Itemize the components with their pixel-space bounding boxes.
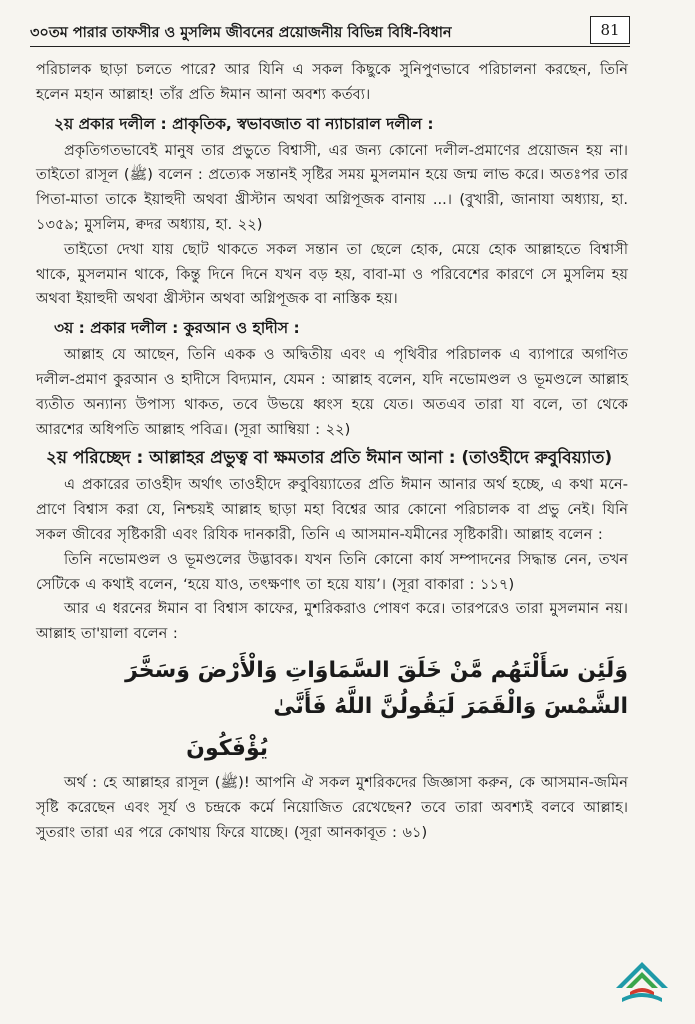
paragraph-2: প্রকৃতিগতভাবেই মানুষ তার প্রভুতে বিশ্বাসী, এর জন্য কোনো দলীল-প্রমাণের প্রয়োজন হয় না। তাইতো রাসূল (ﷺ) বলেন : প্রত্যেক সন্তানই সৃষ্টির সময় মুসলমান হয়ে জন্ম লাভ করে। অতঃপর তার পিতা-মাতা তাকে ইয়াহুদী অথবা খ্রীস্টান অথবা অগ্নিপূজক বানায় ...। (বুখারী, জানাযা অধ্যায়, হা. ১৩৫৯; মুসলিম, ক্বদর অধ্যায়, হা. ২২) — [36, 141, 628, 233]
paragraph-3: তাইতো দেখা যায় ছোট থাকতে সকল সন্তান তা ছেলে হোক, মেয়ে হোক আল্লাহতে বিশ্বাসী থাকে, মুসলমান থাকে, কিন্তু দিনে দিনে যখন বড় হয়, বাবা-মা ও পরিবেশের কারণে সে মুসলিম হয় অথবা ইয়াহুদী অথবা খ্রীস্টান অথবা অগ্নিপূজক বা নাস্তিক হয়। — [36, 240, 628, 308]
heading-natural-proof: ২য় প্রকার দলীল : প্রাকৃতিক, স্বভাবজাত বা ন্যাচারাল দলীল : — [54, 114, 434, 133]
page-body — [36, 58, 628, 845]
page-number: 81 — [590, 16, 630, 44]
arabic-verse-line-1: وَلَئِن سَأَلْتَهُم مَّنْ خَلَقَ السَّمَاوَاتِ وَالْأَرْضَ وَسَخَّرَ الشَّمْسَ وَالْقَمَرَ لَيَقُولُنَّ اللَّهُ فَأَنَّىٰ — [125, 657, 628, 719]
heading-quran-hadith-proof: ৩য় : প্রকার দলীল : কুরআন ও হাদীস : — [54, 319, 300, 338]
header-title: ৩০তম পারার তাফসীর ও মুসলিম জীবনের প্রয়োজনীয় বিভিন্ন বিধি-বিধান — [30, 25, 452, 41]
paragraph-5: এ প্রকারের তাওহীদ অর্থাৎ তাওহীদে রুবুবিয়্যাতের প্রতি ঈমান আনার অর্থ হচ্ছে, এ কথা মনে-প্রাণে বিশ্বাস করা যে, নিশ্চয়ই আল্লাহ ছাড়া মহা বিশ্বের আর কোনো পরিচালক বা প্রভু নেই। যিনি সকল জীবের সৃষ্টিকারী এবং রিযিক দানকারী, তিনি এ আসমান-যমীনের সৃষ্টিকারী। আল্লাহ বলেন : — [36, 476, 628, 543]
paragraph-8-translation: অর্থ : হে আল্লাহর রাসূল (ﷺ)! আপনি ঐ সকল মুশরিকদের জিজ্ঞাসা করুন, কে আসমান-জমিন সৃষ্টি করেছেন এবং সূর্য ও চন্দ্রকে কর্মে নিয়োজিত রেখেছেন? তবে তারা অবশ্যই বলবে আল্লাহ। সুতরাং তারা এর পরে কোথায় ফিরে যাচ্ছে। (সূরা আনকাবূত : ৬১) — [36, 773, 628, 841]
paragraph-7: আর এ ধরনের ঈমান বা বিশ্বাস কাফের, মুশরিকরাও পোষণ করে। তারপরেও তারা মুসলমান নয়। আল্লাহ তা'য়ালা বলেন : — [36, 600, 628, 643]
running-header — [30, 18, 630, 47]
chapter-heading-rububiyyah: ২য় পরিচ্ছেদ : আল্লাহর প্রভুত্ব বা ক্ষমতার প্রতি ঈমান আনা : (তাওহীদে রুবুবিয়্যাত) — [46, 448, 613, 469]
paragraph-1: পরিচালক ছাড়া চলতে পারে? আর যিনি এ সকল কিছুকে সুনিপুণভাবে পরিচালনা করছেন, তিনি হলেন মহান আল্লাহ! তাঁর প্রতি ঈমান আনা অবশ্য কর্তব্য। — [36, 61, 628, 103]
publisher-logo-icon — [612, 958, 672, 1010]
arabic-verse-line-2: يُؤْفَكُونَ — [186, 735, 268, 761]
paragraph-6: তিনি নভোমণ্ডল ও ভূমণ্ডলের উদ্ভাবক। যখন তিনি কোনো কার্য সম্পাদনের সিদ্ধান্ত নেন, তখন সেটিকে এ কথাই বলেন, ‘হয়ে যাও, তৎক্ষণাৎ তা হয়ে যায়’। (সূরা বাকারা : ১১৭) — [36, 550, 628, 593]
paragraph-4: আল্লাহ যে আছেন, তিনি একক ও অদ্বিতীয় এবং এ পৃথিবীর পরিচালক এ ব্যাপারে অগণিত দলীল-প্রমাণ কুরআন ও হাদীসে বিদ্যমান, যেমন : আল্লাহ বলেন, যদি নভোমণ্ডল ও ভূমণ্ডলে আল্লাহ ব্যতীত অন্যান্য উপাস্য থাকত, তবে উভয়ে ধ্বংস হয়ে যেত। অতএব তারা যা বলে, তা থেকে আরশের অধিপতি আল্লাহ পবিত্র। (সূরা আম্বিয়া : ২২) — [36, 346, 628, 438]
